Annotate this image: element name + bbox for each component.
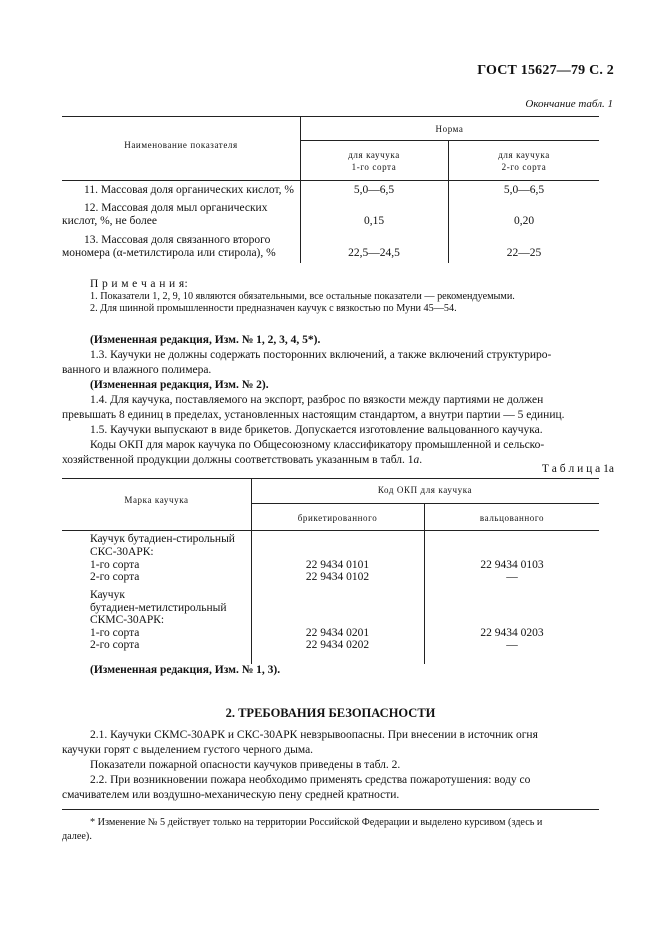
edit-note-2: (Измененная редакция, Изм. № 2). bbox=[90, 379, 269, 391]
para-1-5: 1.5. Каучуки выпускают в виде брикетов. Допускается изготовление вальцованного каучука. bbox=[90, 424, 543, 436]
col-grade2-line1: для каучука bbox=[498, 150, 550, 160]
note-2: 2. Для шинной промышленности предназначен каучук с вязкостью по Муни 45—54. bbox=[90, 303, 457, 314]
brand-1-name-line2: СКС-30АРК: bbox=[90, 546, 154, 558]
footnote-line2: далее). bbox=[62, 831, 92, 842]
section-2-heading: 2. ТРЕБОВАНИЯ БЕЗОПАСНОСТИ bbox=[225, 706, 436, 720]
para-1-3-line1: 1.3. Каучуки не должны содержать посторонних включений, а также включений структуриро- bbox=[90, 349, 552, 361]
para-1-3-line2: ванного и влажного полимера. bbox=[62, 364, 212, 376]
brand-2-grade2-label: 2-го сорта bbox=[90, 639, 140, 651]
brand-1-grade1-rolled: 22 9434 0103 bbox=[480, 559, 544, 571]
page-header: ГОСТ 15627—79 С. 2 bbox=[477, 63, 614, 78]
para-okp-line2 bbox=[62, 453, 599, 468]
col-okp-code: Код ОКП для каучука bbox=[377, 485, 473, 495]
table-1a-code-rule bbox=[251, 503, 599, 504]
table-1-norm-rule bbox=[300, 140, 599, 141]
brand-1-grade2-briq: 22 9434 0102 bbox=[305, 571, 370, 583]
table-1a-caption: Т а б л и ц а 1а bbox=[541, 463, 614, 475]
table-row-13-grade2: 22—25 bbox=[506, 247, 542, 259]
col-grade1-line1: для каучука bbox=[348, 150, 400, 160]
col-brand: Марка каучука bbox=[124, 495, 189, 505]
table-1a-top-rule bbox=[62, 478, 599, 479]
para-fire-indicators: Показатели пожарной опасности каучуков приведены в табл. 2. bbox=[90, 759, 401, 771]
table-1a-header-rule bbox=[62, 530, 599, 531]
table-continuation-label: Окончание табл. 1 bbox=[525, 98, 613, 110]
section-2-paragraphs bbox=[62, 728, 599, 803]
brand-2-grade1-label: 1-го сорта bbox=[90, 627, 140, 639]
table-row-12-grade2: 0,20 bbox=[513, 215, 535, 227]
col-grade1-line2: 1-го сорта bbox=[351, 162, 397, 172]
para-2-2-line1: 2.2. При возникновении пожара необходимо применять средства пожаротушения: воду со bbox=[90, 774, 531, 786]
table-1-top-rule bbox=[62, 116, 599, 117]
table-1-header-rule bbox=[62, 180, 599, 181]
brand-2-grade2-rolled: — bbox=[506, 639, 518, 651]
para-1-4-line2: превышать 8 единиц в пределах, установленных настоящим стандартом, а внутри партии — 5 единиц. bbox=[62, 409, 565, 421]
table-row-12-grade1: 0,15 bbox=[363, 215, 385, 227]
brand-1-grade1-label: 1-го сорта bbox=[90, 559, 140, 571]
para-2-2-line2: смачивателем или воздушно-механическую пену средней кратности. bbox=[62, 789, 400, 801]
col-grade2-line2: 2-го сорта bbox=[501, 162, 547, 172]
brand-1-name-line1: Каучук бутадиен-стирольный bbox=[90, 533, 235, 545]
para-okp-end: . bbox=[419, 454, 423, 466]
edit-note-3: (Измененная редакция, Изм. № 1, 3). bbox=[90, 664, 281, 676]
notes-title: П р и м е ч а н и я: bbox=[90, 278, 189, 290]
para-okp-line2-text: хозяйственной продукции должны соответствовать указанным в табл. 1 bbox=[62, 454, 414, 466]
table-row-13-name-line2: мономера (α-метилстирола или стирола), % bbox=[62, 247, 276, 259]
col-norm: Норма bbox=[435, 124, 464, 134]
brand-2-grade1-rolled: 22 9434 0203 bbox=[480, 627, 544, 639]
brand-1-grade2-rolled: — bbox=[506, 571, 518, 583]
col-briquetted: брикетированного bbox=[297, 513, 378, 523]
table-row-12-name-line1: 12. Массовая доля мыл органических bbox=[84, 202, 268, 214]
para-okp-table-ref: а bbox=[413, 454, 420, 466]
table-row-12-name-line2: кислот, %, не более bbox=[62, 215, 157, 227]
table-row-13-grade1: 22,5—24,5 bbox=[348, 247, 400, 259]
brand-2-name-line3: СКМС-30АРК: bbox=[90, 614, 165, 626]
footnote-line1: * Изменение № 5 действует только на территории Российской Федерации и выделено курсивом (здесь и bbox=[90, 817, 543, 828]
footnote-rule bbox=[62, 809, 599, 810]
brand-2-grade1-briq: 22 9434 0201 bbox=[305, 627, 370, 639]
edit-note-1: (Измененная редакция, Изм. № 1, 2, 3, 4, 5*). bbox=[90, 334, 321, 346]
para-2-1-line2: каучуки горят с выделением густого черного дыма. bbox=[62, 744, 314, 756]
para-okp-line1: Коды ОКП для марок каучука по Общесоюзному классификатору промышленной и сельско- bbox=[90, 439, 545, 451]
brand-1-grade2-label: 2-го сорта bbox=[90, 571, 140, 583]
para-2-1-line1: 2.1. Каучуки СКМС-30АРК и СКС-30АРК невзрывоопасны. При внесении в источник огня bbox=[90, 729, 538, 741]
brand-2-name-line2: бутадиен-метилстирольный bbox=[90, 602, 227, 614]
brand-1-grade1-briq: 22 9434 0101 bbox=[305, 559, 370, 571]
table-row-11-grade2: 5,0—6,5 bbox=[503, 184, 545, 196]
table-row-11-name: 11. Массовая доля органических кислот, % bbox=[84, 184, 294, 196]
col-rolled: вальцованного bbox=[479, 513, 545, 523]
note-1: 1. Показатели 1, 2, 9, 10 являются обязательными, все остальные показатели — рекомендуемыми. bbox=[90, 291, 515, 302]
brand-2-name-line1: Каучук bbox=[90, 589, 125, 601]
para-1-4-line1: 1.4. Для каучука, поставляемого на экспорт, разброс по вязкости между партиями не должен bbox=[90, 394, 544, 406]
table-row-11-grade1: 5,0—6,5 bbox=[353, 184, 395, 196]
col-indicator-name: Наименование показателя bbox=[124, 140, 238, 150]
section-1-paragraphs bbox=[62, 333, 599, 468]
table-row-13-name-line1: 13. Массовая доля связанного второго bbox=[84, 234, 271, 246]
brand-2-grade2-briq: 22 9434 0202 bbox=[305, 639, 370, 651]
